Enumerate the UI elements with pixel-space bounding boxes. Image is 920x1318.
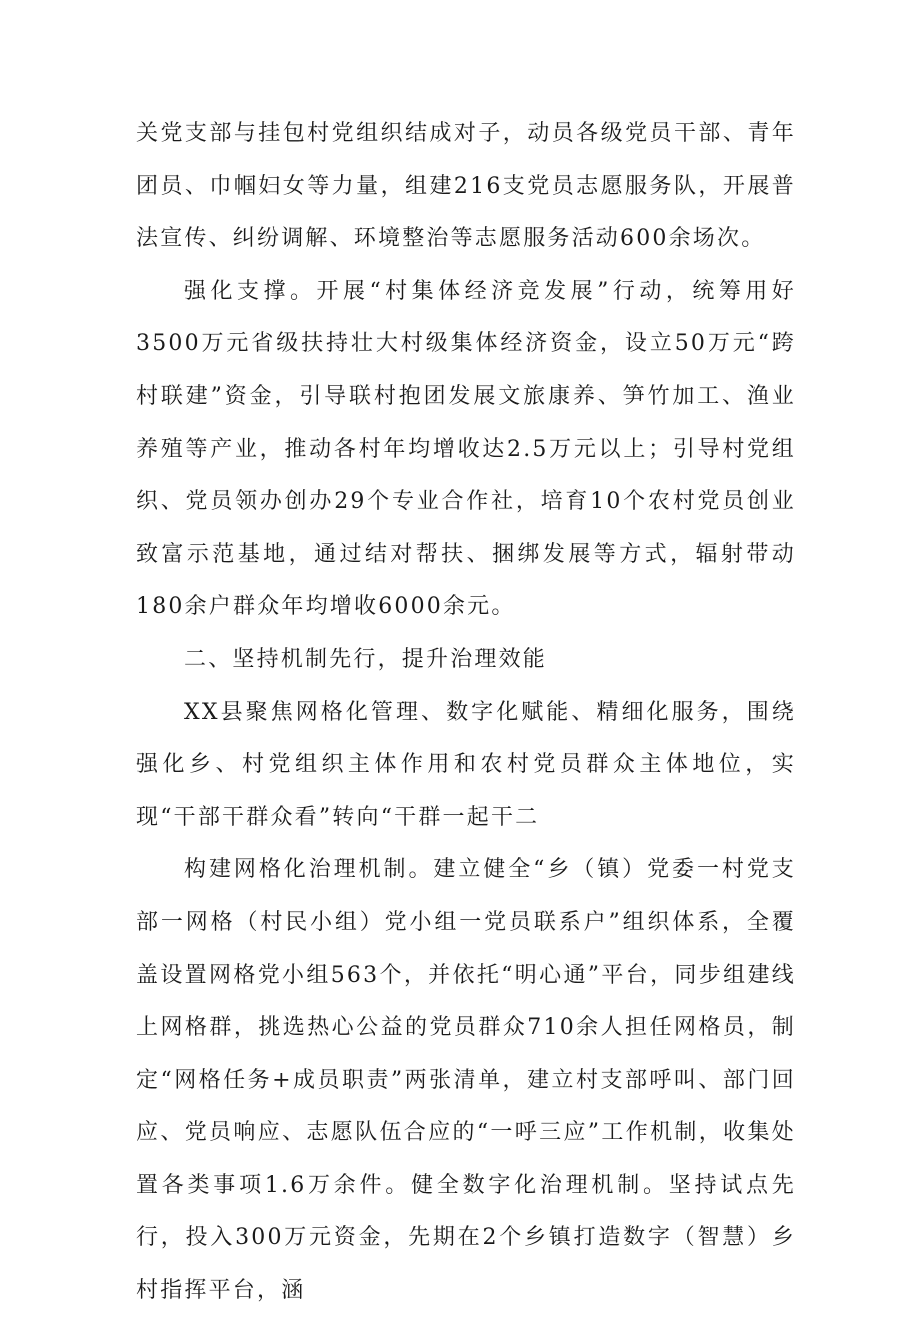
paragraph-county-focus: XX县聚焦网格化管理、数字化赋能、精细化服务，围绕强化乡、村党组织主体作用和农村党员群众主体地位，实现“干部干群众看”转向“干群一起干二 [136, 699, 796, 830]
paragraph-volunteer-service: 关党支部与挂包村党组织结成对子，动员各级党员干部、青年团员、巾帼妇女等力量，组建216支党员志愿服务队，开展普法宣传、纠纷调解、环境整治等志愿服务活动600余场次。 [136, 121, 796, 252]
paragraph-strengthen-support: 强化支撑。开展“村集体经济竞发展”行动，统筹用好3500万元省级扶持壮大村级集体经济资金，设立50万元“跨村联建”资金，引导联村抱团发展文旅康养、笋竹加工、渔业养殖等产业，推动各村年均增收达2.5万元以上；引导村党组织、党员领办创办29个专业合作社，培育10个农村党员创业致富示范基地，通过结对帮扶、捆绑发展等方式，辐射带动180余户群众年均增收6000余元。 [136, 278, 796, 620]
document-body [136, 108, 796, 1318]
paragraph-grid-governance: 构建网格化治理机制。建立健全“乡（镇）党委一村党支部一网格（村民小组）党小组一党员联系户”组织体系，全覆盖设置网格党小组563个，并依托“明心通”平台，同步组建线上网格群，挑选热心公益的党员群众710余人担任网格员，制定“网格任务+成员职责”两张清单，建立村支部呼叫、部门回应、党员响应、志愿队伍合应的“一呼三应”工作机制，收集处置各类事项1.6万余件。健全数字化治理机制。坚持试点先行，投入300万元资金，先期在2个乡镇打造数字（智慧）乡村指挥平台，涵 [136, 857, 796, 1304]
section-heading-mechanism: 二、坚持机制先行，提升治理效能 [184, 646, 548, 672]
